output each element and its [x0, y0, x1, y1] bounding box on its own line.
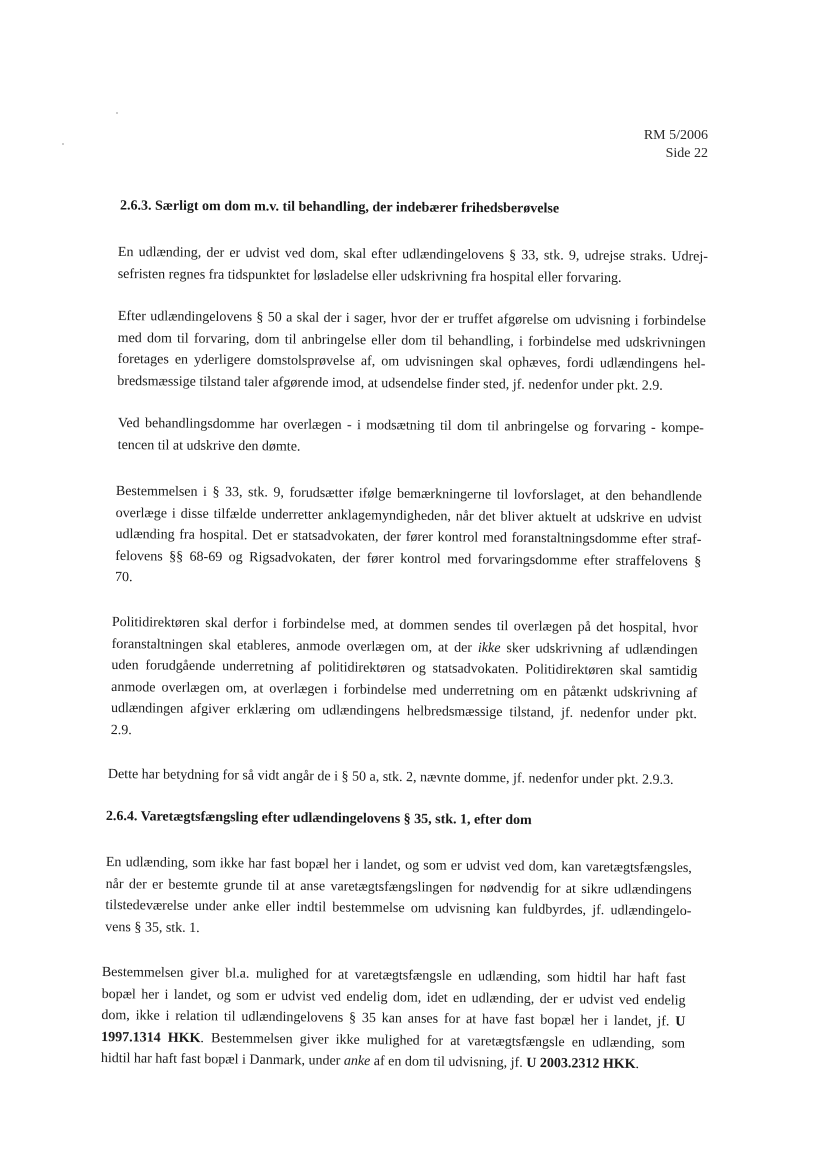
text-line: En udlænding, der er udvist ved dom, skal efter udlændingelovens § 33, stk. 9, udrejse straks. Udrej- — [117, 244, 708, 265]
scan-speck — [116, 112, 118, 114]
text-line: udlændingen afgiver erklæring om udlændingens helbredsmæssige tilstand, jf. nedenfor under pkt. — [110, 700, 698, 723]
case-reference: 1997.1314 HKK — [101, 1029, 201, 1046]
text-line: udlænding fra hospital. Det er statsadvokaten, der fører kontrol med foranstaltningsdomme efter straf- — [115, 526, 702, 548]
text-line: Dette har betydning for så vidt angår de i § 50 a, stk. 2, nævnte domme, jf. nedenfor under pkt. 2.9.3. — [107, 766, 674, 788]
text-line: overlæge i disse tilfælde underretter anklagemyndigheden, når det bliver aktuelt at udskrive en udvist — [115, 505, 702, 527]
section-heading-2-6-4: 2.6.4. Varetægtsfængsling efter udlændingelovens § 35, stk. 1, efter dom — [105, 808, 532, 829]
text-line: foretages en yderligere domstolsprøvelse af, om udvisningen skal ophæves, fordi udlændingens hel- — [117, 351, 706, 373]
text-run: sker udskrivning af udlændingen — [500, 640, 698, 658]
text-line: En udlænding, som ikke har fast bopæl her i landet, og som er udvist ved dom, kan varetægtsfængsles, — [105, 854, 692, 877]
case-reference: U 2003.2312 HKK — [526, 1055, 636, 1073]
paragraph-1 — [118, 242, 708, 290]
text-run: . — [635, 1057, 640, 1073]
text-line: med dom til forvaring, dom til anbringelse eller dom til behandling, i forbindelse med udskrivningen — [117, 330, 706, 351]
text-line: felovens §§ 68-69 og Rigsadvokaten, der fører kontrol med forvaringsdomme efter straffelovens § — [115, 548, 702, 570]
text-line: sefristen regnes fra tidspunktet for løsladelse eller udskrivning fra hospital eller forvaring. — [117, 266, 622, 286]
text-line: 70. — [115, 569, 133, 586]
text-line: vens § 35, stk. 1. — [105, 919, 200, 936]
text-line: bopæl her i landet, og som er udvist ved endelig dom, idet en udlænding, der er udvist ved endelig — [101, 986, 686, 1009]
text-run: hidtil har haft fast bopæl i Danmark, under — [100, 1050, 344, 1069]
text-line: tencen til at udskrive den dømte. — [117, 437, 301, 455]
paragraph-7 — [105, 852, 692, 944]
paragraph-2 — [117, 306, 706, 397]
scan-speck — [62, 143, 64, 145]
text-line: når der er bestemte grunde til at anse varetægtsfængslingen for nødvendig for at sikre udlændingens — [105, 876, 692, 898]
text-run: dom, ikke i relation til udlændingelovens § 35 kan anses for at have fast bopæl her i landet, jf. — [101, 1007, 670, 1030]
text-line: bredsmæssige tilstand taler afgørende imod, at udsendelse finder sted, jf. nedenfor under pkt. 2.9. — [117, 373, 663, 394]
text-line: Politidirektøren skal derfor i forbindelse med, at dommen sendes til overlægen på det hospital, hvor — [111, 614, 698, 637]
text-line: anmode overlægen om, at overlægen i forbindelse med underretning om en påtænkt udskrivning af — [111, 679, 698, 701]
page-number: Side 22 — [665, 146, 708, 161]
italic-emphasis: anke — [343, 1053, 371, 1070]
text-line: Ved behandlingsdomme har overlægen - i modsætning til dom til anbringelse og forvaring - kompe- — [117, 415, 704, 437]
text-line: Bestemmelsen giver bl.a. mulighed for at varetægtsfængsle en udlænding, som hidtil har haft fast — [101, 964, 686, 987]
text-line: Efter udlændingelovens § 50 a skal der i sager, hvor der er truffet afgørelse om udvisning i forbindelse — [117, 308, 706, 330]
text-run: af en dom til udvisning, jf. — [370, 1054, 527, 1071]
text-line: 2.9. — [110, 722, 132, 738]
text-run: . Bestemmelsen giver ikke mulighed for at varetægtsfængsle en udlænding, som — [200, 1030, 686, 1052]
text-line: tilstedeværelse under anke eller indtil bestemmelse om udvisning kan fuldbyrdes, jf. udlændingelo- — [105, 897, 692, 920]
page-header — [644, 127, 708, 163]
paragraph-8 — [101, 962, 686, 1076]
paragraph-3 — [118, 413, 704, 461]
case-reference: U — [675, 1014, 686, 1030]
text-run: foranstaltningen skal etableres, anmode overlægen om, at der — [111, 636, 479, 656]
paragraph-6 — [108, 764, 698, 792]
section-heading-2-6-3: 2.6.3. Særligt om dom m.v. til behandling, der indebærer frihedsberøvelse — [119, 198, 560, 217]
document-reference: RM 5/2006 — [643, 128, 708, 143]
paragraph-5 — [111, 612, 698, 747]
text-line: Bestemmelsen i § 33, stk. 9, forudsætter ifølge bemærkningerne til lovforslaget, at den behandlende — [115, 483, 702, 505]
italic-emphasis: ikke — [477, 640, 501, 656]
paragraph-4 — [115, 481, 702, 594]
text-line: uden forudgående underretning af politidirektøren og statsadvokaten. Politidirektøren skal samtidig — [111, 657, 698, 680]
